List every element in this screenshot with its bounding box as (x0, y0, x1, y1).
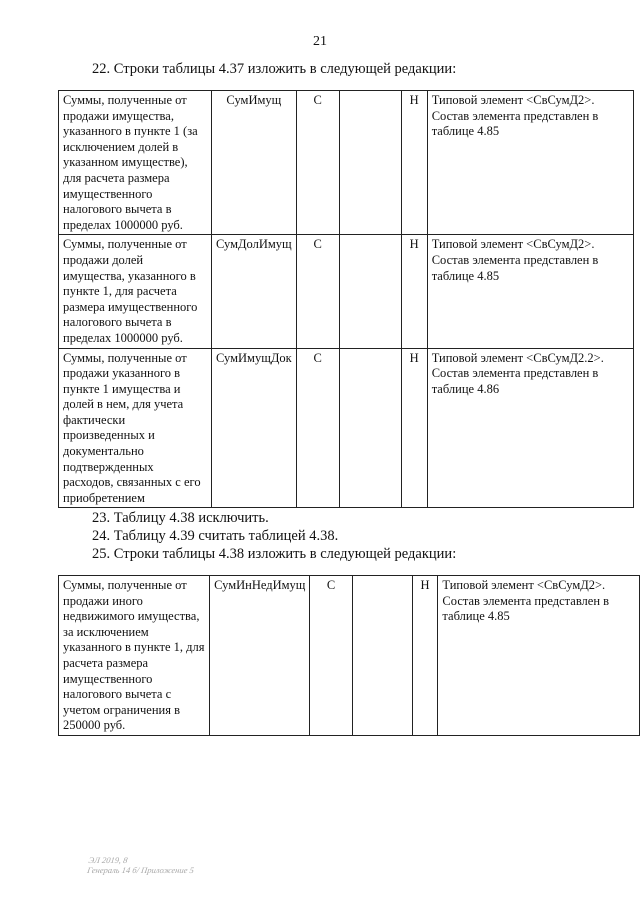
element-name-cell: Суммы, полученные от продажи иного недвижимого имущества, за исключением указанного в пункте 1, для расчета размера имущественного налогового вычета с учетом ограничения в 250000 руб. (59, 576, 210, 736)
element-required-cell: Н (412, 576, 438, 736)
element-name-cell: Суммы, полученные от продажи долей имущества, указанного в пункте 1, для расчета размера имущественного налогового вычета в пределах 1000000 руб. (59, 235, 212, 348)
element-format-cell (339, 348, 401, 508)
table-row (59, 348, 634, 508)
table-row (59, 91, 634, 235)
element-name-cell: Суммы, полученные от продажи имущества, указанного в пункте 1 (за исключением долей в указанном имуществе), для расчета размера имущественного налогового вычета в пределах 1000000 руб. (59, 91, 212, 235)
element-code-cell: СумИмущ (212, 91, 297, 235)
table-4-38-rows (58, 575, 640, 736)
paragraph-22: 22. Строки таблицы 4.37 изложить в следующей редакции: (92, 61, 457, 77)
table-row (59, 576, 640, 736)
element-format-cell (352, 576, 412, 736)
paragraph-24: 24. Таблицу 4.39 считать таблицей 4.38. (92, 528, 339, 544)
element-code-cell: СумИмущДок (212, 348, 297, 508)
stamp-line-2: Генераль 14 б/ Приложение 5 (86, 865, 195, 875)
element-format-cell (339, 235, 401, 348)
element-note-cell: Типовой элемент <СвСумД2>. Состав элемента представлен в таблице 4.85 (438, 576, 640, 736)
table-row (59, 235, 634, 348)
stamp-line-1: ЭЛ 2019, 8 (88, 855, 129, 865)
element-name-cell: Суммы, полученные от продажи указанного в пункте 1 имущества и долей в нем, для учета фактически произведенных и документально подтвержденных расходов, связанных с его приобретением (59, 348, 212, 508)
paragraph-23: 23. Таблицу 4.38 исключить. (92, 510, 269, 526)
element-note-cell: Типовой элемент <СвСумД2>. Состав элемента представлен в таблице 4.85 (427, 91, 633, 235)
element-type-cell: С (296, 91, 339, 235)
element-note-cell: Типовой элемент <СвСумД2>. Состав элемента представлен в таблице 4.85 (427, 235, 633, 348)
element-type-cell: С (296, 235, 339, 348)
page-number: 21 (313, 34, 327, 49)
element-code-cell: СумДолИмущ (212, 235, 297, 348)
document-stamp (87, 855, 196, 875)
element-type-cell: С (310, 576, 352, 736)
table-4-37-rows (58, 90, 634, 508)
element-type-cell: С (296, 348, 339, 508)
element-required-cell: Н (401, 235, 427, 348)
element-required-cell: Н (401, 348, 427, 508)
element-code-cell: СумИнНедИмущ (210, 576, 310, 736)
element-format-cell (339, 91, 401, 235)
paragraph-25: 25. Строки таблицы 4.38 изложить в следующей редакции: (92, 546, 457, 562)
element-required-cell: Н (401, 91, 427, 235)
element-note-cell: Типовой элемент <СвСумД2.2>. Состав элемента представлен в таблице 4.86 (427, 348, 633, 508)
